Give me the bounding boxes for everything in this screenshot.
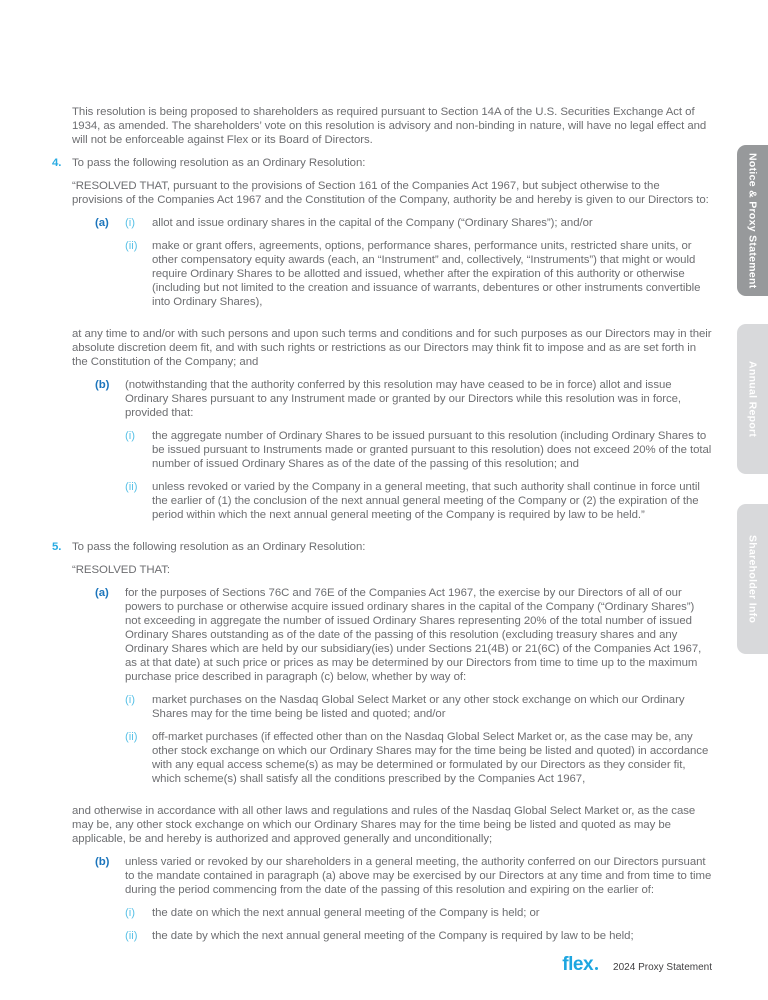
sub-item-4b-ii <box>125 480 712 522</box>
sub-item-5b-i-marker: (i) <box>125 907 135 919</box>
item-4-number: 4. <box>52 157 62 169</box>
flex-logo-dot <box>595 967 599 971</box>
sub-item-4b <box>95 378 712 531</box>
sub-item-4a-ii-text: make or grant offers, agreements, options, performance shares, performance units, restricted share units, or other compensatory equity awards (each, an “Instrument” and, collectively, “Instruments”) that might or would require Ordinary Shares to be allotted and issued, whether after the expiration of this authority or otherwise (including but not limited to the creation and issuance of warrants, debentures or other instruments convertible into Ordinary Shares), <box>152 240 701 308</box>
sub-item-4a-tail: at any time to and/or with such persons and upon such terms and conditions and for such purposes as our Directors may in their absolute discretion deem fit, and with such rights or restrictions as our Directors may think fit to impose and as are set forth in the Constitution of the Company; and <box>72 328 712 368</box>
item-5-lead: To pass the following resolution as an Ordinary Resolution: <box>72 541 366 553</box>
sub-item-5a <box>95 586 712 795</box>
sub-item-5a-ii-text: off-market purchases (if effected other than on the Nasdaq Global Select Market or, as the case may be, any other stock exchange on which our Ordinary Shares may for the time being be listed and quoted) in accordance with any equal access scheme(s) as may be determined or formulated by our Directors as they consider fit, which scheme(s) shall satisfy all the conditions prescribed by the Companies Act 1967, <box>152 731 709 785</box>
sub-item-4a-marker: (a) <box>95 217 109 229</box>
sub-item-5b-i-text: the date on which the next annual general meeting of the Company is held; or <box>152 907 540 919</box>
sub-item-5b-text: unless varied or revoked by our shareholders in a general meeting, the authority conferred on our Directors pursuant to the mandate contained in paragraph (a) above may be exercised by our Directors at any time and from time to time during the period commencing from the date of the passing of this resolution and expiring on the earlier of: <box>125 856 712 896</box>
sub-item-4b-marker: (b) <box>95 379 110 391</box>
sub-item-4a-i-text: allot and issue ordinary shares in the capital of the Company (“Ordinary Shares”); and/or <box>152 217 593 229</box>
tab-shareholder-info[interactable]: Shareholder Info <box>737 504 768 654</box>
intro-paragraph: This resolution is being proposed to shareholders as required pursuant to Section 14A of the U.S. Securities Exchange Act of 1934, as amended. The shareholders’ vote on this resolution is advisory and non-binding in nature, will have no legal effect and will not be enforceable against Flex or its Board of Directors. <box>72 106 707 146</box>
sub-item-4a <box>95 216 712 318</box>
sub-item-4b-text: (notwithstanding that the authority conferred by this resolution may have ceased to be in force) allot and issue Ordinary Shares pursuant to any Instrument made or granted by our Directors while this resolution was in force, provided that: <box>125 379 682 419</box>
tab-notice-proxy-statement[interactable]: Notice & Proxy Statement <box>737 145 768 296</box>
sub-item-4a-i <box>125 216 712 230</box>
sub-item-4a-i-marker: (i) <box>125 217 135 229</box>
document-content <box>52 105 712 961</box>
sub-item-4b-i-text: the aggregate number of Ordinary Shares to be issued pursuant to this resolution (including Ordinary Shares to be issued pursuant to Instruments made or granted pursuant to this resolution) does not exceed 20% of the total number of issued Ordinary Shares as of the date of the passing of this resolution; and <box>152 430 712 470</box>
sub-item-5a-ii <box>125 730 712 786</box>
sub-item-5b-ii-marker: (ii) <box>125 930 138 942</box>
sub-item-5a-tail: and otherwise in accordance with all other laws and regulations and rules of the Nasdaq Global Select Market or, as the case may be, any other stock exchange on which our Ordinary Shares may for the time being be listed and quoted as may be applicable, be and hereby is authorized and approved generally and unconditionally; <box>72 805 696 845</box>
sub-item-5a-i-text: market purchases on the Nasdaq Global Select Market or any other stock exchange on which our Ordinary Shares may for the time being be listed and quoted; and/or <box>152 694 685 720</box>
sub-item-5b <box>95 855 712 952</box>
sub-item-4a-ii-marker: (ii) <box>125 240 138 252</box>
resolution-item-5 <box>52 540 712 952</box>
flex-logo <box>562 954 598 976</box>
sub-item-4b-i <box>125 429 712 471</box>
item-4-resolved: “RESOLVED THAT, pursuant to the provisions of Section 161 of the Companies Act 1967, but subject otherwise to the provisions of the Companies Act 1967 and the Constitution of the Company, authority be and hereby is given to our Directors to: <box>72 180 709 206</box>
sub-item-5b-marker: (b) <box>95 856 110 868</box>
sub-item-5b-ii <box>125 929 712 943</box>
sub-item-4a-ii <box>125 239 712 309</box>
item-5-resolved: “RESOLVED THAT: <box>72 564 170 576</box>
sub-item-5b-i <box>125 906 712 920</box>
footer-proxy-statement-label: 2024 Proxy Statement <box>613 962 712 973</box>
sub-item-5a-i-marker: (i) <box>125 694 135 706</box>
resolution-item-4 <box>52 156 712 531</box>
sub-item-5a-marker: (a) <box>95 587 109 599</box>
page-footer <box>562 954 712 976</box>
sub-item-4b-ii-text: unless revoked or varied by the Company in a general meeting, that such authority shall continue in force until the earlier of (1) the conclusion of the next annual general meeting of the Company or (2) the expiration of the period within which the next annual general meeting of the Company is required by law to be held.” <box>152 481 700 521</box>
flex-logo-text: flex <box>562 954 594 975</box>
sub-item-4b-i-marker: (i) <box>125 430 135 442</box>
sub-item-5a-text: for the purposes of Sections 76C and 76E of the Companies Act 1967, the exercise by our Directors of all of our powers to purchase or otherwise acquire issued ordinary shares in the capital of the Company (“Ordinary Shares”) not exceeding in aggregate the number of issued Ordinary Shares representing 20% of the total number of issued Ordinary Shares outstanding as of the date of the passing of this resolution (excluding treasury shares and any Ordinary Shares which are held by our subsidiary(ies) under Sections 21(4B) or 21(6C) of the Companies Act 1967, as at that date) at such price or prices as may be determined by our Directors from time to time up to the maximum purchase price described in paragraph (c) below, whether by way of: <box>125 587 702 683</box>
sub-item-5b-ii-text: the date by which the next annual general meeting of the Company is required by law to be held; <box>152 930 634 942</box>
sub-item-4b-ii-marker: (ii) <box>125 481 138 493</box>
item-4-lead: To pass the following resolution as an Ordinary Resolution: <box>72 157 366 169</box>
sub-item-5a-i <box>125 693 712 721</box>
tab-annual-report[interactable]: Annual Report <box>737 324 768 474</box>
sub-item-5a-ii-marker: (ii) <box>125 731 138 743</box>
item-5-number: 5. <box>52 541 62 553</box>
